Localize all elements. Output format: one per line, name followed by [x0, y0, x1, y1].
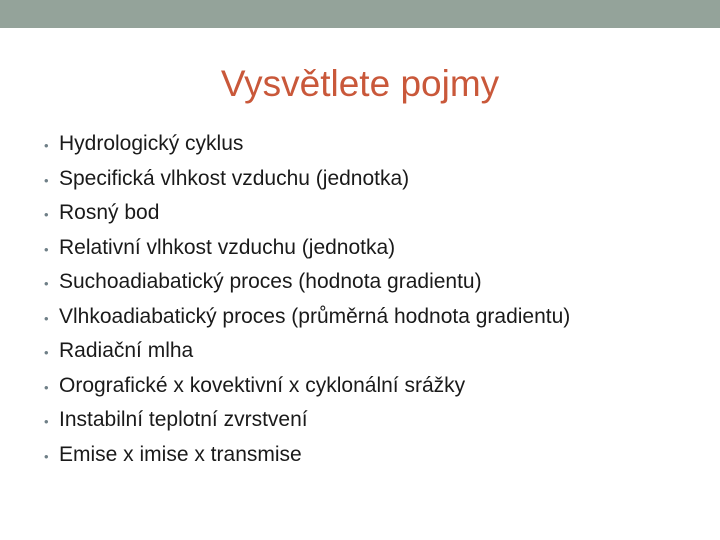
list-item [44, 403, 570, 438]
list-item-text: Relativní vlhkost vzduchu (jednotka) [59, 235, 396, 259]
list-item [44, 334, 570, 369]
list-item-text: Vlhkoadiabatický proces (průměrná hodnota gradientu) [59, 304, 571, 328]
list-item [44, 438, 570, 473]
list-item-text: Orografické x kovektivní x cyklonální srážky [59, 373, 466, 397]
list-item [44, 196, 570, 231]
bullet-list [44, 127, 570, 472]
slide-title: Vysvětlete pojmy [220, 63, 500, 104]
list-item [44, 369, 570, 404]
list-item [44, 265, 570, 300]
bullet-icon: • [44, 310, 49, 326]
bullet-icon: • [44, 448, 49, 464]
bullet-icon: • [44, 138, 49, 153]
list-item-text: Rosný bod [59, 201, 160, 224]
bullet-icon: • [44, 345, 49, 360]
list-item [44, 162, 570, 197]
list-item [44, 300, 570, 335]
list-item-text: Specifická vlhkost vzduchu (jednotka) [59, 166, 410, 190]
list-item-text: Instabilní teplotní zvrstvení [59, 408, 308, 431]
list-item-text: Emise x imise x transmise [59, 442, 302, 466]
bullet-icon: • [44, 379, 49, 395]
list-item-text: Suchoadiabatický proces (hodnota gradientu) [59, 270, 482, 293]
list-item-text: Radiační mlha [59, 339, 194, 362]
bullet-icon: • [44, 172, 49, 188]
bullet-icon: • [44, 276, 49, 291]
list-item [44, 127, 570, 162]
bullet-icon: • [44, 207, 49, 222]
list-item-text: Hydrologický cyklus [59, 132, 244, 155]
bullet-icon: • [44, 414, 49, 429]
bullet-icon: • [44, 241, 49, 257]
list-item [44, 231, 570, 266]
top-accent-bar [0, 0, 720, 28]
